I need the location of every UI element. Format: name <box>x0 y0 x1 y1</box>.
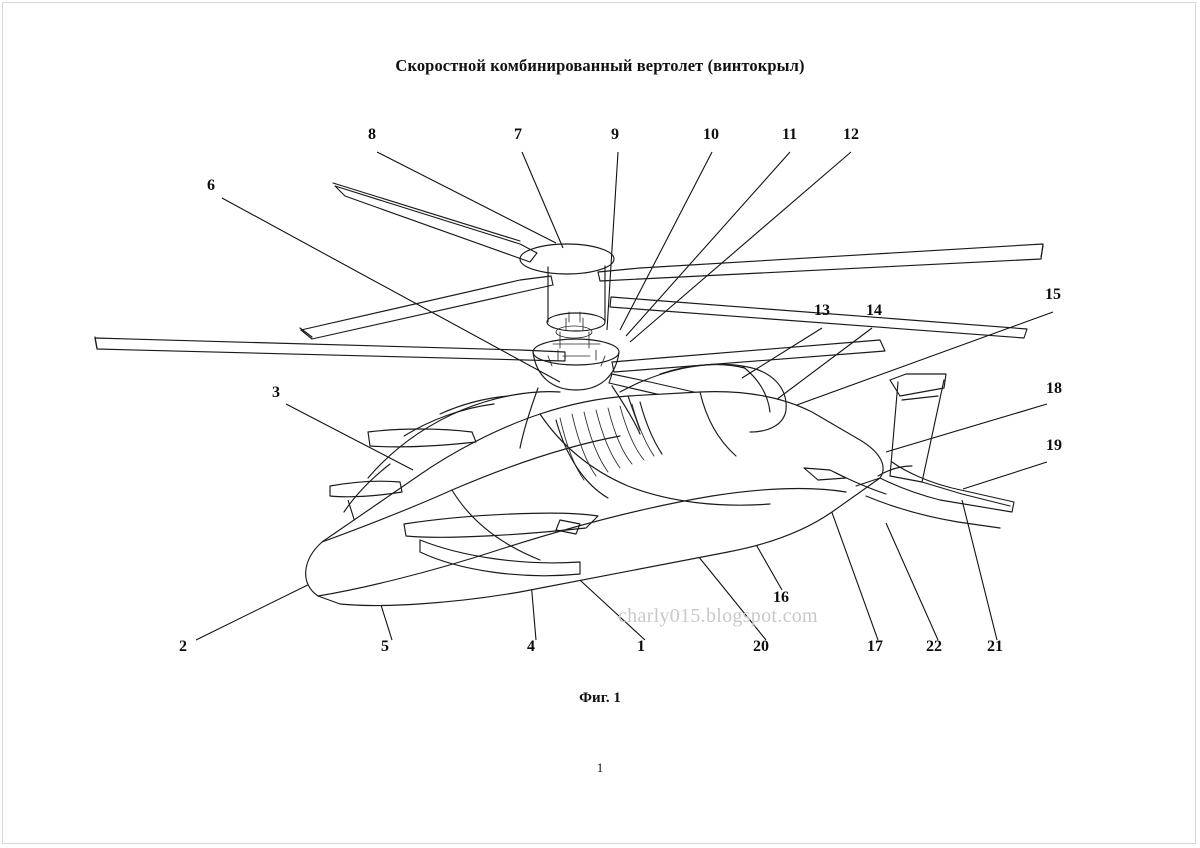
callout-13: 13 <box>814 302 830 319</box>
callout-11: 11 <box>782 126 798 143</box>
callout-4: 4 <box>527 638 535 655</box>
upper-rotor-blades <box>300 183 1043 339</box>
page-title: Скоростной комбинированный вертолет (винтокрыл) <box>395 56 805 75</box>
callout-12: 12 <box>843 126 859 143</box>
callout-7: 7 <box>514 126 522 143</box>
callout-22: 22 <box>926 638 942 655</box>
callout-8: 8 <box>368 126 376 143</box>
callout-17: 17 <box>867 638 883 655</box>
callout-18: 18 <box>1046 380 1062 397</box>
callout-21: 21 <box>987 638 1003 655</box>
fuselage <box>306 392 883 606</box>
callout-1: 1 <box>637 638 645 655</box>
callout-19: 19 <box>1046 437 1062 454</box>
watermark-text: charly015.blogspot.com <box>618 605 818 627</box>
callout-5: 5 <box>381 638 389 655</box>
callout-14: 14 <box>866 302 882 319</box>
callout-2: 2 <box>179 638 187 655</box>
callout-15: 15 <box>1045 286 1061 303</box>
callout-10: 10 <box>703 126 719 143</box>
callout-16: 16 <box>773 589 789 606</box>
callout-9: 9 <box>611 126 619 143</box>
figure-caption: Фиг. 1 <box>579 690 621 706</box>
callout-6: 6 <box>207 177 215 194</box>
callout-20: 20 <box>753 638 769 655</box>
page-number: 1 <box>596 760 604 775</box>
callout-3: 3 <box>272 384 280 401</box>
